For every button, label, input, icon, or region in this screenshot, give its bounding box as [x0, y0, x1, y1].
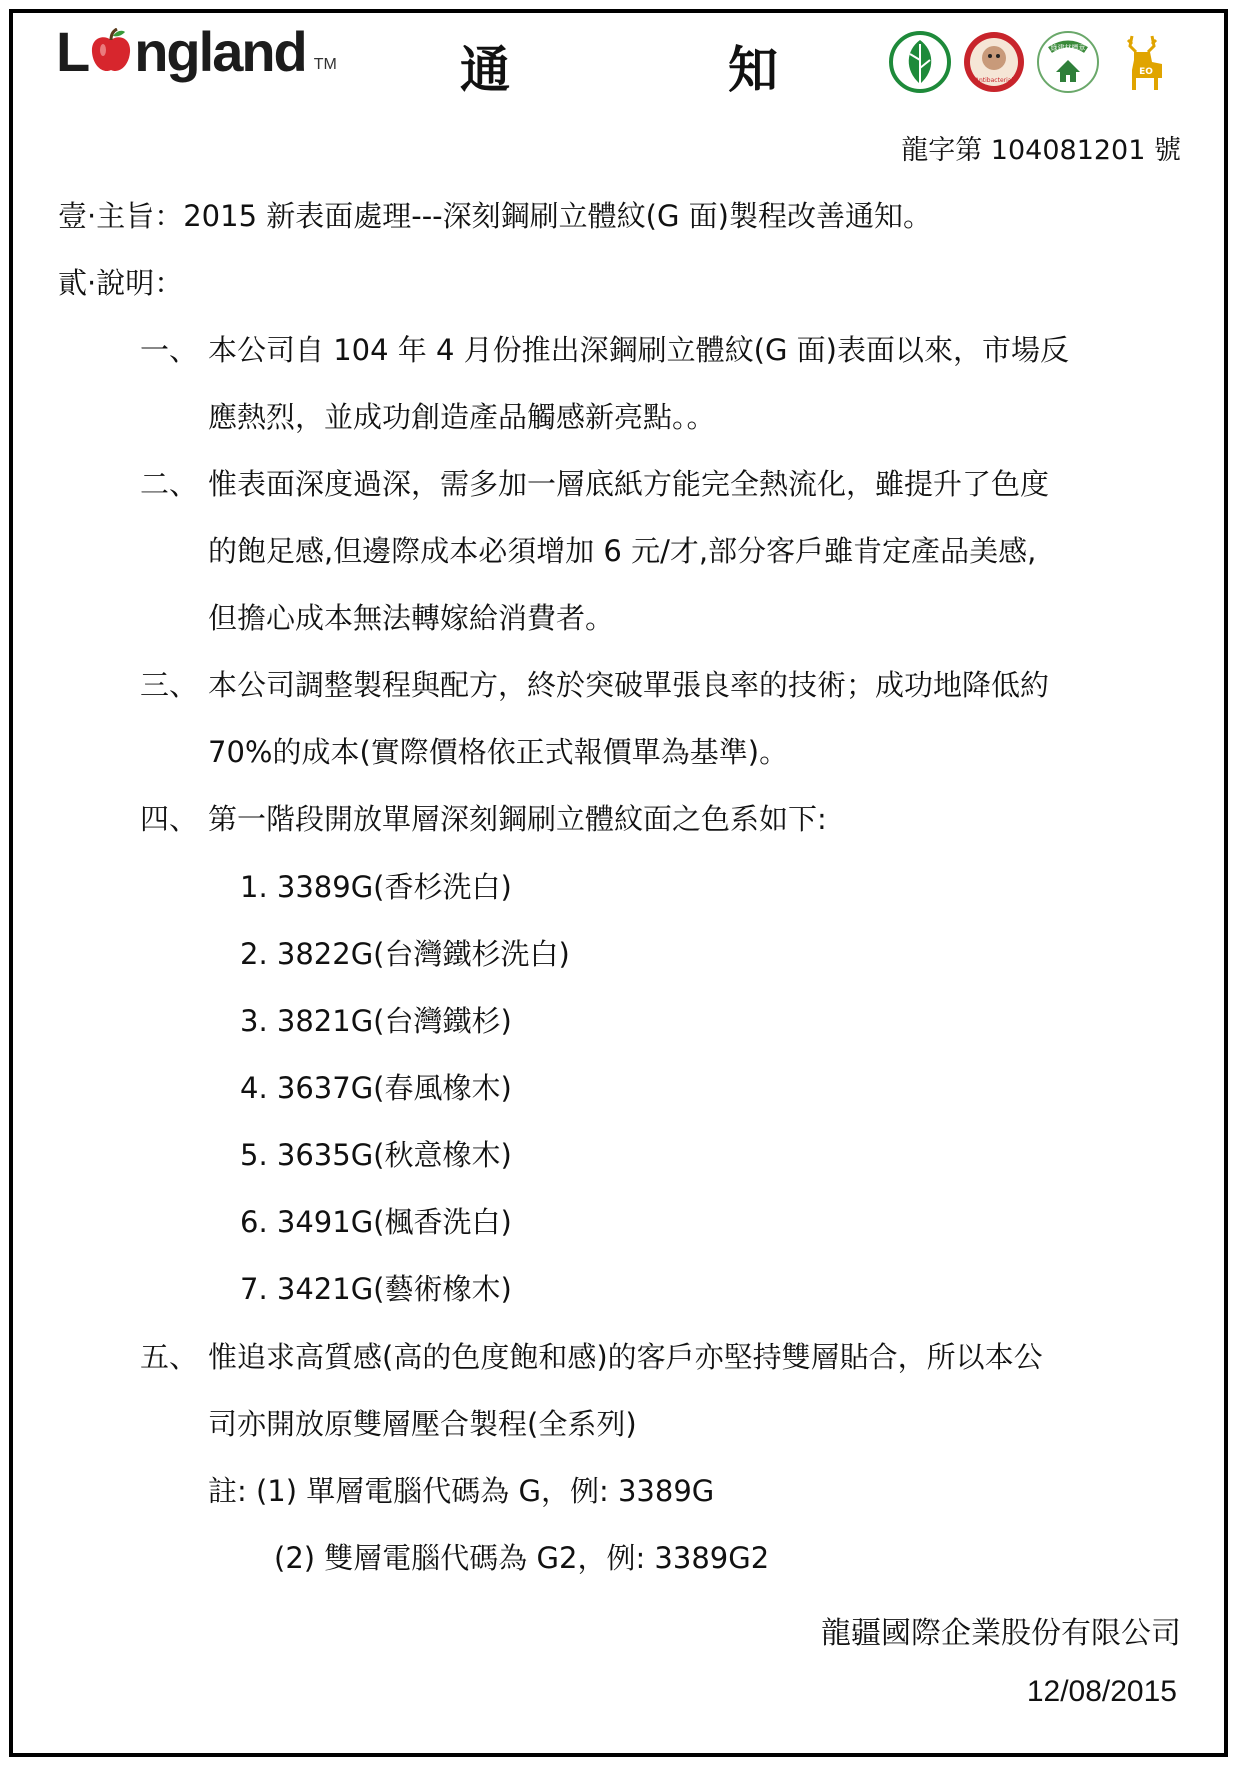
item-number: 一、: [140, 333, 199, 367]
note-line: 註: (1) 單層電腦代碼為 G，例: 3389G: [208, 1474, 715, 1508]
item-line: 但擔心成本無法轉嫁給消費者。: [208, 601, 615, 635]
svg-text:綠建材標章: 綠建材標章: [1050, 44, 1086, 52]
subject-line: 壹·主旨：2015 新表面處理---深刻鋼刷立體紋(G 面)製程改善通知。: [58, 199, 932, 233]
explain-heading: 貳·說明：: [58, 266, 184, 300]
color-list-item: 5. 3635G(秋意橡木): [240, 1138, 512, 1172]
title-char: 通: [460, 41, 512, 99]
item-number: 五、: [140, 1340, 199, 1374]
trademark-symbol: TM: [313, 56, 337, 73]
green-mark-icon: [888, 30, 952, 94]
color-list-item: 6. 3491G(楓香洗白): [240, 1205, 512, 1239]
green-building-material-icon: [1036, 30, 1100, 94]
item-line: 應熱烈，並成功創造產品觸感新亮點。。: [208, 400, 716, 434]
deer-e0-icon: [1110, 30, 1174, 94]
item-line: 惟追求高質感(高的色度飽和感)的客戶亦堅持雙層貼合，所以本公: [208, 1340, 1043, 1374]
item-line: 司亦開放原雙層壓合製程(全系列): [208, 1407, 637, 1441]
item-line: 70%的成本(實際價格依正式報價單為基準)。: [208, 735, 789, 769]
company-name: 龍疆國際企業股份有限公司: [821, 1616, 1181, 1651]
antibacterial-mark-icon: [962, 30, 1026, 94]
color-list-item: 2. 3822G(台灣鐵杉洗白): [240, 937, 570, 971]
item-line: 的飽足感,但邊際成本必須增加 6 元/才,部分客戶雖肯定產品美感,: [208, 534, 1037, 568]
certification-marks: [888, 30, 1174, 94]
item-line: 惟表面深度過深，需多加一層底紙方能完全熱流化，雖提升了色度: [208, 467, 1050, 501]
item-number: 二、: [140, 467, 199, 501]
document-date: 12/08/2015: [1026, 1675, 1177, 1708]
svg-text:EO: EO: [1139, 67, 1153, 77]
document-number: 龍字第 104081201 號: [901, 135, 1181, 166]
item-number: 四、: [140, 802, 199, 836]
color-list-item: 1. 3389G(香杉洗白): [240, 870, 512, 904]
color-list-item: 3. 3821G(台灣鐵杉): [240, 1004, 512, 1038]
color-list-item: 7. 3421G(藝術橡木): [240, 1272, 512, 1306]
color-list-item: 4. 3637G(春風橡木): [240, 1071, 512, 1105]
item-line: 本公司自 104 年 4 月份推出深鋼刷立體紋(G 面)表面以來，市場反: [208, 333, 1069, 367]
brand-logo: L ngland TM: [56, 20, 337, 83]
item-number: 三、: [140, 668, 199, 702]
note-line: (2) 雙層電腦代碼為 G2，例: 3389G2: [274, 1541, 770, 1575]
svg-text:Antibacterial: Antibacterial: [974, 77, 1014, 84]
document-title: [460, 30, 780, 102]
title-char: 知: [728, 41, 780, 99]
apple-logo-icon: [89, 28, 133, 76]
item-line: 第一階段開放單層深刻鋼刷立體紋面之色系如下:: [208, 802, 827, 836]
item-line: 本公司調整製程與配方，終於突破單張良率的技術；成功地降低約: [208, 668, 1050, 702]
